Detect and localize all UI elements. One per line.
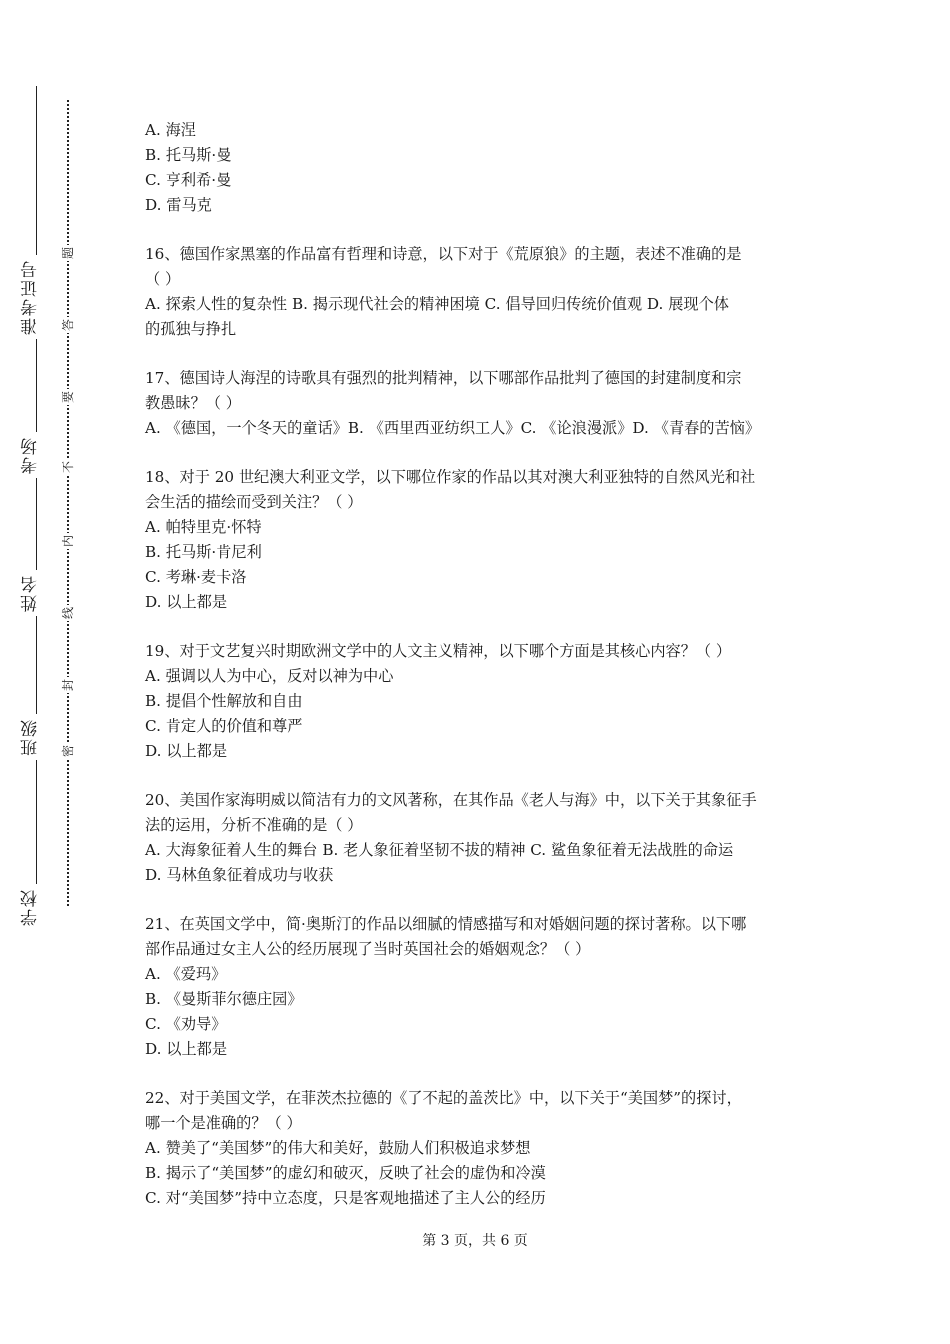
question-stem: 21、在英国文学中，简·奥斯汀的作品以细腻的情感描写和对婚姻问题的探讨著称。以下哪 xyxy=(145,915,747,933)
question-stem: 19、对于文艺复兴时期欧洲文学中的人文主义精神，以下哪个方面是其核心内容？（ ） xyxy=(145,642,732,660)
option-c: C. 《劝导》 xyxy=(145,1015,227,1033)
option-b: B. 托马斯·肯尼利 xyxy=(145,543,262,561)
option-c: C. 对“美国梦”持中立态度，只是客观地描述了主人公的经历 xyxy=(145,1189,546,1207)
seal-char-8: 题 xyxy=(61,247,75,260)
question-21 xyxy=(145,912,810,1062)
seal-char-4: 内 xyxy=(61,535,75,548)
question-stem-cont: 哪一个是准确的？（ ） xyxy=(145,1114,302,1132)
question-stem: 18、对于 20 世纪澳大利亚文学，以下哪位作家的作品以其对澳大利亚独特的自然风光和社 xyxy=(145,468,756,486)
question-16 xyxy=(145,242,810,342)
question-20 xyxy=(145,788,810,888)
name-label: 姓名 xyxy=(22,570,52,616)
option-d: D. 以上都是 xyxy=(145,742,228,760)
options-inline-cont: 的孤独与挣扎 xyxy=(145,320,237,338)
question-stem-cont: （ ） xyxy=(145,270,181,288)
question-stem: 16、德国作家黑塞的作品富有哲理和诗意，以下对于《荒原狼》的主题，表述不准确的是 xyxy=(145,245,742,263)
option-a: A. 帕特里克·怀特 xyxy=(145,518,262,536)
exam-room-label: 考场 xyxy=(22,432,52,478)
question-stem-cont: 法的运用，分析不准确的是（ ） xyxy=(145,816,363,834)
options-inline-cont: D. 马林鱼象征着成功与收获 xyxy=(145,866,334,884)
option-b: B. 《曼斯菲尔德庄园》 xyxy=(145,990,303,1008)
option-d: D. 雷马克 xyxy=(145,196,212,214)
option-d: D. 以上都是 xyxy=(145,593,228,611)
exam-number-label: 准考证号 xyxy=(22,255,52,339)
seal-char-3: 线 xyxy=(61,607,75,620)
seal-char-1: 密 xyxy=(61,745,75,758)
question-19 xyxy=(145,639,810,764)
option-b: B. 提倡个性解放和自由 xyxy=(145,692,303,710)
binding-line xyxy=(36,86,37,928)
options-inline: A. 大海象征着人生的舞台 B. 老人象征着坚韧不拔的精神 C. 鲨鱼象征着无法战胜的命运 xyxy=(145,841,734,859)
question-stem-cont: 部作品通过女主人公的经历展现了当时英国社会的婚姻观念？（ ） xyxy=(145,940,591,958)
seal-char-5: 不 xyxy=(61,461,75,474)
option-a: A. 强调以人为中心，反对以神为中心 xyxy=(145,667,394,685)
option-b: B. 托马斯·曼 xyxy=(145,146,232,164)
options-inline: A. 《德国，一个冬天的童话》B. 《西里西亚纺织工人》C. 《论浪漫派》D. 《青春的苦恼》 xyxy=(145,419,761,437)
seal-char-7: 答 xyxy=(61,319,75,332)
question-stem-cont: 教愚昧？（ ） xyxy=(145,394,241,412)
question-18 xyxy=(145,465,810,615)
school-label: 学校 xyxy=(22,884,52,930)
question-22 xyxy=(145,1086,810,1211)
page-footer: 第 3 页，共 6 页 xyxy=(422,1233,528,1249)
option-c: C. 肯定人的价值和尊严 xyxy=(145,717,303,735)
question-stem-cont: 会生活的描绘而受到关注？（ ） xyxy=(145,493,363,511)
question-stem: 17、德国诗人海涅的诗歌具有强烈的批判精神，以下哪部作品批判了德国的封建制度和宗 xyxy=(145,369,742,387)
option-c: C. 考琳·麦卡洛 xyxy=(145,568,247,586)
option-d: D. 以上都是 xyxy=(145,1040,228,1058)
question-stem: 22、对于美国文学，在菲茨杰拉德的《了不起的盖茨比》中，以下关于“美国梦”的探讨， xyxy=(145,1089,742,1107)
option-a: A. 《爱玛》 xyxy=(145,965,227,983)
option-c: C. 亨利希·曼 xyxy=(145,171,232,189)
class-label: 班级 xyxy=(22,714,52,760)
seal-char-2: 封 xyxy=(61,679,75,692)
option-a: A. 海涅 xyxy=(145,121,196,139)
options-inline: A. 探索人性的复杂性 B. 揭示现代社会的精神困境 C. 倡导回归传统价值观 D. 展现个体 xyxy=(145,295,729,313)
binding-margin xyxy=(0,0,90,1344)
seal-dotted-line xyxy=(67,100,69,906)
option-b: B. 揭示了“美国梦”的虚幻和破灭，反映了社会的虚伪和冷漠 xyxy=(145,1164,546,1182)
question-17 xyxy=(145,366,810,441)
option-a: A. 赞美了“美国梦”的伟大和美好，鼓励人们积极追求梦想 xyxy=(145,1139,531,1157)
question-list xyxy=(145,118,810,1235)
seal-char-6: 要 xyxy=(61,391,75,404)
question-stem: 20、美国作家海明威以简洁有力的文风著称，在其作品《老人与海》中，以下关于其象征手 xyxy=(145,791,757,809)
question-15-options xyxy=(145,118,810,218)
